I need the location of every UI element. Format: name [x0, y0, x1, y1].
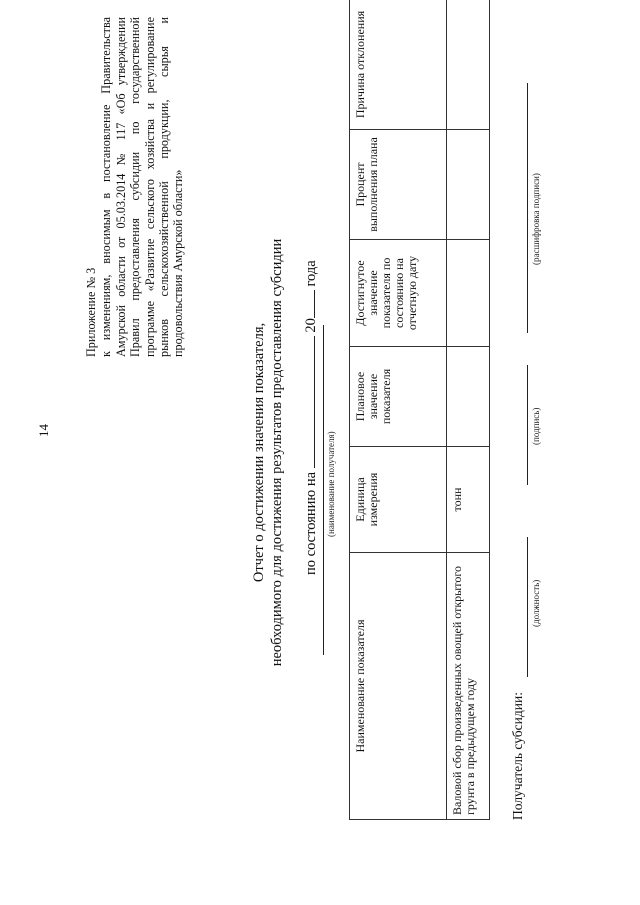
decoding-caption: (расшифровка подписи) — [531, 173, 541, 265]
table-row — [447, 0, 490, 820]
recipient-caption: (наименование получателя) — [326, 431, 336, 537]
position-caption: (должность) — [531, 579, 541, 627]
status-prefix: по состоянию на — [303, 471, 319, 575]
decoding-line — [526, 83, 528, 333]
table-cell: Валовой сбор произведенных овощей открытого грунта в предыдущем году — [447, 553, 490, 820]
signature-caption: (подпись) — [531, 407, 541, 445]
recipient-line — [322, 325, 324, 655]
signature-line — [526, 365, 528, 485]
appendix-block — [84, 17, 186, 357]
appendix-title: Приложение № 3 — [84, 267, 98, 357]
page-number: 14 — [36, 424, 51, 437]
table-cell — [447, 130, 490, 240]
status-year-prefix: 20 — [303, 318, 319, 333]
table-cell — [447, 240, 490, 347]
table-header-cell: Достигнутое значение показателя по состоянию на отчетную дату — [350, 240, 447, 347]
position-line — [526, 537, 528, 677]
report-title-line2: необходимого для достижения результатов предоставления субсидии — [269, 238, 285, 667]
status-year-suffix: года — [303, 260, 319, 287]
date-blank — [300, 336, 315, 468]
table-cell: тонн — [447, 447, 490, 553]
year-blank — [300, 290, 315, 318]
table-cell — [447, 347, 490, 447]
appendix-text: к изменениям, вносимым в постановление Правительства Амурской области от 05.03.2014 № 117 «Об утверждении Правил предоставления субсидии по государственной программе «Развитие сельского хозяйства и регулирование рынков сельскохозяйственной продукции, сырья и продовольствия Амурской области» — [99, 17, 186, 357]
table-header-cell: Плановое значение показателя — [350, 347, 447, 447]
table-header-row — [350, 0, 447, 820]
table-cell — [447, 0, 490, 130]
status-date-line — [300, 260, 320, 575]
report-table — [349, 0, 490, 820]
table-header-cell: Единица измерения — [350, 447, 447, 553]
table-header-cell: Процент выполнения плана — [350, 130, 447, 240]
recipient-label: Получатель субсидии: — [510, 692, 525, 820]
table-header-cell: Причина отклонения — [350, 0, 447, 130]
footer — [510, 20, 526, 820]
table-header-cell: Наименование показателя — [350, 553, 447, 820]
report-title-line1: Отчет о достижении значения показателя, — [251, 322, 267, 583]
